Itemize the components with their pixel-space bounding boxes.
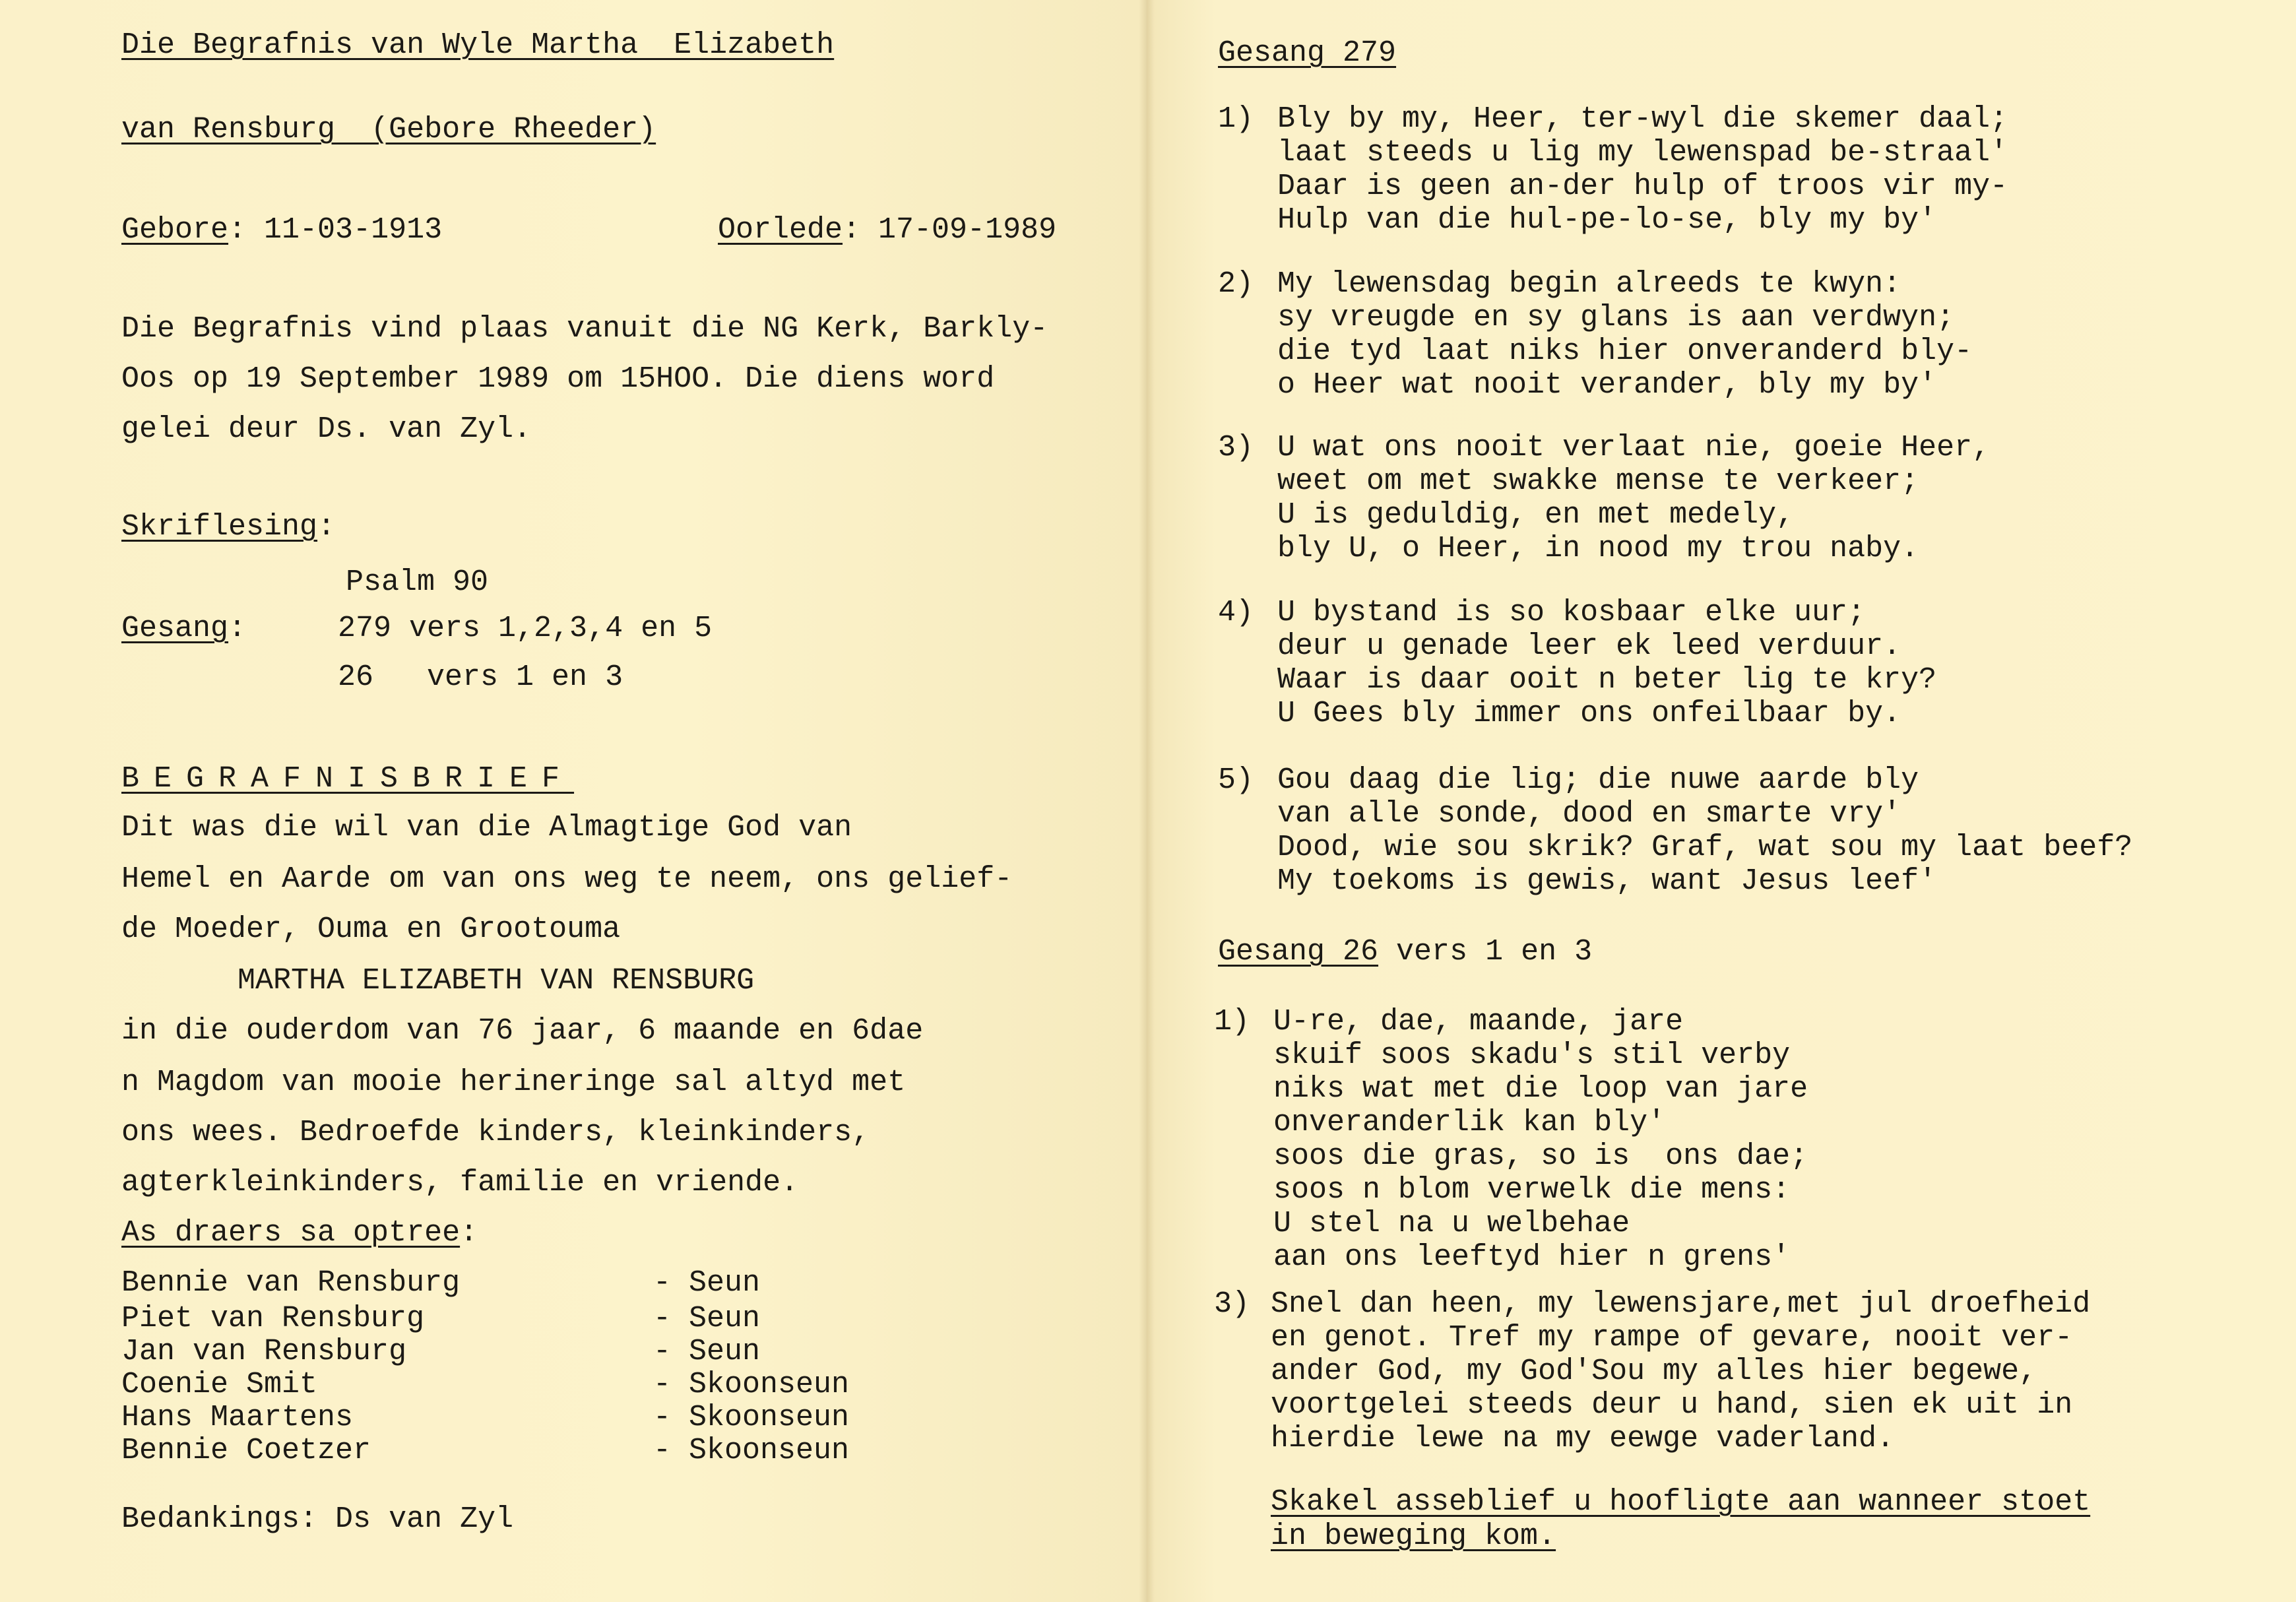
verse-line: soos die gras, so is ons dae; bbox=[1273, 1139, 1808, 1173]
verse-line: U-re, dae, maande, jare bbox=[1273, 1005, 1684, 1039]
verse-line: die tyd laat niks hier onveranderd bly- bbox=[1277, 335, 1973, 368]
verse-line: Bly by my, Heer, ter-wyl die skemer daal; bbox=[1277, 102, 2008, 136]
hymn-26-title-row bbox=[1218, 937, 1592, 967]
verse-line: U is geduldig, en met medely, bbox=[1277, 498, 1795, 532]
verse-number: 1) bbox=[1218, 102, 1254, 136]
verse-line: hierdie lewe na my eewge vaderland. bbox=[1271, 1422, 1895, 1456]
bearer-relation: - Seun bbox=[653, 1266, 761, 1300]
thanks-line: Bedankings: Ds van Zyl bbox=[121, 1502, 514, 1536]
reading-label: Skriflesing bbox=[121, 510, 318, 544]
service-line-2: Oos op 19 September 1989 om 15HOO. Die diens word bbox=[121, 362, 995, 396]
letter-line-7: ons wees. Bedroefde kinders, kleinkinders, bbox=[121, 1116, 870, 1149]
bearers-heading: As draers sa optree: bbox=[121, 1216, 478, 1250]
hymn-label: Gesang bbox=[121, 612, 229, 645]
verse-line: sy vreugde en sy glans is aan verdwyn; bbox=[1277, 301, 1955, 335]
verse-line: soos n blom verwelk die mens: bbox=[1273, 1173, 1791, 1207]
title-line-2: van Rensburg (Gebore Rheeder) bbox=[121, 113, 656, 146]
verse-number: 3) bbox=[1214, 1287, 1250, 1321]
bearer-name: Bennie Coetzer bbox=[121, 1434, 371, 1467]
bearer-relation: - Skoonseun bbox=[653, 1401, 850, 1434]
verse-number: 1) bbox=[1214, 1005, 1250, 1039]
bearer-relation: - Seun bbox=[653, 1335, 761, 1368]
verse-line: weet om met swakke mense te verkeer; bbox=[1277, 465, 1919, 498]
bearers-label: As draers sa optree bbox=[121, 1216, 461, 1250]
verse-line: Snel dan heen, my lewensjare,met jul droefheid bbox=[1271, 1287, 2091, 1321]
verse-line: Hulp van die hul-pe-lo-se, bly my by' bbox=[1277, 203, 1937, 237]
letter-line-1: Dit was die wil van die Almagtige God van bbox=[121, 811, 852, 845]
letter-line-3: de Moeder, Ouma en Grootouma bbox=[121, 913, 621, 946]
hymn-1: 279 vers 1,2,3,4 en 5 bbox=[338, 612, 713, 645]
born-label: Gebore bbox=[121, 213, 229, 247]
verse-line: Dood, wie sou skrik? Graf, wat sou my laat beef? bbox=[1277, 831, 2133, 864]
died-value: : 17-09-1989 bbox=[843, 213, 1057, 247]
hymn-26-suffix: vers 1 en 3 bbox=[1378, 935, 1593, 969]
verse-line: Waar is daar ooit n beter lig te kry? bbox=[1277, 663, 1937, 697]
verse-line: aan ons leeftyd hier n grens' bbox=[1273, 1240, 1791, 1274]
verse-line: voortgelei steeds deur u hand, sien ek uit in bbox=[1271, 1388, 2073, 1422]
verse-number: 2) bbox=[1218, 267, 1254, 301]
verse-line: van alle sonde, dood en smarte vry' bbox=[1277, 797, 1901, 831]
verse-line: skuif soos skadu's stil verby bbox=[1273, 1039, 1791, 1072]
hymn-26-title: Gesang 26 bbox=[1218, 935, 1379, 969]
hymn-279-title: Gesang 279 bbox=[1218, 36, 1397, 70]
bearer-name: Piet van Rensburg bbox=[121, 1302, 425, 1335]
title-line-1: Die Begrafnis van Wyle Martha Elizabeth bbox=[121, 28, 835, 62]
letter-line-5: in die ouderdom van 76 jaar, 6 maande en 6dae bbox=[121, 1014, 924, 1048]
bearer-name: Hans Maartens bbox=[121, 1401, 354, 1434]
verse-line: My lewensdag begin alreeds te kwyn: bbox=[1277, 267, 1901, 301]
verse-line: Gou daag die lig; die nuwe aarde bly bbox=[1277, 763, 1919, 797]
verse-line: onveranderlik kan bly' bbox=[1273, 1106, 1666, 1139]
verse-line: Daar is geen an-der hulp of troos vir my- bbox=[1277, 170, 2008, 203]
letter-line-2: Hemel en Aarde om van ons weg te neem, ons gelief- bbox=[121, 862, 1013, 896]
page-fold bbox=[1139, 0, 1155, 1602]
bearer-relation: - Seun bbox=[653, 1302, 761, 1335]
deceased-name: MARTHA ELIZABETH VAN RENSBURG bbox=[238, 964, 755, 998]
born-row bbox=[121, 215, 442, 245]
verse-line: My toekoms is gewis, want Jesus leef' bbox=[1277, 864, 1937, 898]
bearer-name: Jan van Rensburg bbox=[121, 1335, 407, 1368]
bearer-name: Bennie van Rensburg bbox=[121, 1266, 461, 1300]
died-label: Oorlede bbox=[718, 213, 843, 247]
left-page bbox=[0, 0, 1147, 1602]
born-value: : 11-03-1913 bbox=[228, 213, 443, 247]
hymn-heading: Gesang: bbox=[121, 612, 247, 645]
died-row bbox=[718, 215, 1056, 245]
reading-psalm: Psalm 90 bbox=[346, 565, 489, 599]
verse-line: en genot. Tref my rampe of gevare, nooit ver- bbox=[1271, 1321, 2073, 1355]
verse-line: deur u genade leer ek leed verduur. bbox=[1277, 629, 1901, 663]
notice-line-2: in beweging kom. bbox=[1271, 1520, 1556, 1553]
verse-line: U wat ons nooit verlaat nie, goeie Heer, bbox=[1277, 431, 1991, 465]
verse-line: bly U, o Heer, in nood my trou naby. bbox=[1277, 532, 1919, 565]
verse-line: ander God, my God'Sou my alles hier begewe, bbox=[1271, 1355, 2037, 1388]
letter-line-8: agterkleinkinders, familie en vriende. bbox=[121, 1166, 799, 1200]
verse-number: 5) bbox=[1218, 763, 1254, 797]
verse-line: laat steeds u lig my lewenspad be-straal' bbox=[1277, 136, 2008, 170]
verse-line: o Heer wat nooit verander, bly my by' bbox=[1277, 368, 1937, 402]
letter-heading: BEGRAFNISBRIEF bbox=[121, 762, 575, 796]
bearer-name: Coenie Smit bbox=[121, 1368, 318, 1401]
verse-number: 3) bbox=[1218, 431, 1254, 465]
hymn-2: 26 vers 1 en 3 bbox=[338, 660, 623, 694]
reading-heading: Skriflesing: bbox=[121, 510, 336, 544]
verse-line: niks wat met die loop van jare bbox=[1273, 1072, 1808, 1106]
service-line-1: Die Begrafnis vind plaas vanuit die NG Kerk, Barkly- bbox=[121, 312, 1048, 346]
service-line-3: gelei deur Ds. van Zyl. bbox=[121, 412, 532, 446]
letter-line-6: n Magdom van mooie herineringe sal altyd met bbox=[121, 1066, 906, 1099]
notice-line-1: Skakel asseblief u hoofligte aan wanneer stoet bbox=[1271, 1485, 2091, 1519]
verse-line: U Gees bly immer ons onfeilbaar by. bbox=[1277, 697, 1901, 730]
bearer-relation: - Skoonseun bbox=[653, 1368, 850, 1401]
bearer-relation: - Skoonseun bbox=[653, 1434, 850, 1467]
verse-number: 4) bbox=[1218, 596, 1254, 629]
verse-line: U stel na u welbehae bbox=[1273, 1207, 1630, 1240]
verse-line: U bystand is so kosbaar elke uur; bbox=[1277, 596, 1866, 629]
